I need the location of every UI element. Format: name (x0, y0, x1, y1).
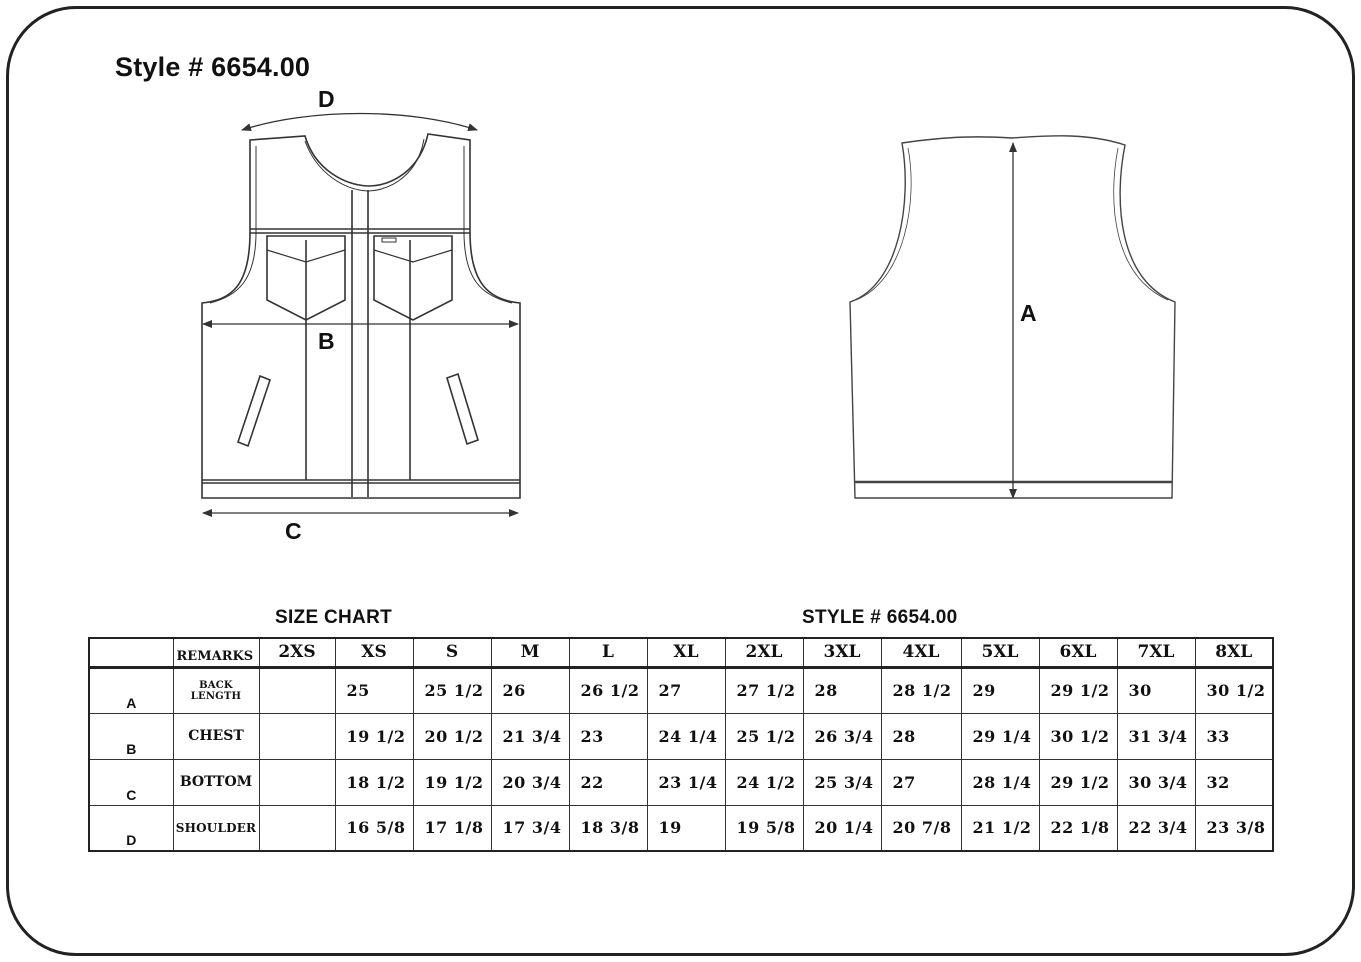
size-header: 2XS (259, 638, 335, 667)
size-header: 4XL (881, 638, 961, 667)
measurement-cell: 26 1/2 (569, 667, 647, 713)
measurement-cell: 23 3/8 (1195, 805, 1273, 851)
measurement-cell: 29 1/4 (961, 713, 1039, 759)
style-number-heading: STYLE # 6654.00 (802, 607, 958, 628)
remarks-header: REMARKS (173, 638, 259, 667)
measurement-cell: 21 1/2 (961, 805, 1039, 851)
measurement-cell: 21 3/4 (491, 713, 569, 759)
row-remark: SHOULDER (173, 805, 259, 851)
row-remark: BACK LENGTH (173, 667, 259, 713)
row-remark: BOTTOM (173, 759, 259, 805)
dimension-label-a: A (1020, 300, 1037, 326)
dimension-label-b: B (318, 328, 335, 354)
measurement-cell: 24 1/2 (725, 759, 803, 805)
measurement-cell: 19 1/2 (335, 713, 413, 759)
measurement-cell: 16 5/8 (335, 805, 413, 851)
measurement-cell: 25 1/2 (725, 713, 803, 759)
vest-back-drawing (850, 136, 1175, 498)
measurement-cell: 22 (569, 759, 647, 805)
size-chart-heading: SIZE CHART (275, 607, 392, 628)
measurement-cell: 18 1/2 (335, 759, 413, 805)
measurement-cell: 25 1/2 (413, 667, 491, 713)
measurement-cell: 31 3/4 (1117, 713, 1195, 759)
measurement-cell: 27 1/2 (725, 667, 803, 713)
measurement-cell: 23 1/4 (647, 759, 725, 805)
measurement-cell: 20 7/8 (881, 805, 961, 851)
measurement-cell: 30 1/2 (1195, 667, 1273, 713)
measurement-cell: 19 (647, 805, 725, 851)
size-header: 7XL (1117, 638, 1195, 667)
dimension-label-d: D (318, 86, 335, 112)
row-letter: A (89, 667, 173, 713)
measurement-cell: 23 (569, 713, 647, 759)
measurement-cell: 20 3/4 (491, 759, 569, 805)
measurement-cell: 30 (1117, 667, 1195, 713)
measurement-cell (259, 759, 335, 805)
row-letter: D (89, 805, 173, 851)
measurement-row-back-length (89, 667, 1273, 713)
measurement-cell (259, 805, 335, 851)
style-title: Style # 6654.00 (115, 52, 311, 82)
measurement-row-chest (89, 713, 1273, 759)
measurement-cell: 26 3/4 (803, 713, 881, 759)
measurement-cell: 30 3/4 (1117, 759, 1195, 805)
size-header: 6XL (1039, 638, 1117, 667)
measurement-cell: 30 1/2 (1039, 713, 1117, 759)
measurement-cell: 29 1/2 (1039, 759, 1117, 805)
size-header: 2XL (725, 638, 803, 667)
dimension-label-c: C (285, 518, 302, 544)
row-letter: B (89, 713, 173, 759)
measurement-cell: 20 1/4 (803, 805, 881, 851)
size-header: L (569, 638, 647, 667)
size-header: 3XL (803, 638, 881, 667)
measurement-cell: 26 (491, 667, 569, 713)
measurement-cell: 17 1/8 (413, 805, 491, 851)
measurement-cell: 29 1/2 (1039, 667, 1117, 713)
measurement-cell: 29 (961, 667, 1039, 713)
corner-cell (89, 638, 173, 667)
measurement-cell: 28 1/2 (881, 667, 961, 713)
measurement-cell: 18 3/8 (569, 805, 647, 851)
measurement-cell: 27 (647, 667, 725, 713)
size-header: XL (647, 638, 725, 667)
measurement-cell: 22 3/4 (1117, 805, 1195, 851)
measurement-cell: 28 1/4 (961, 759, 1039, 805)
measurement-cell: 27 (881, 759, 961, 805)
measurement-cell (259, 667, 335, 713)
size-header: 5XL (961, 638, 1039, 667)
measurement-cell: 19 5/8 (725, 805, 803, 851)
measurement-cell: 19 1/2 (413, 759, 491, 805)
measurement-cell: 24 1/4 (647, 713, 725, 759)
measurement-cell: 32 (1195, 759, 1273, 805)
measurement-cell (259, 713, 335, 759)
measurement-cell: 28 (881, 713, 961, 759)
row-remark: CHEST (173, 713, 259, 759)
size-header: XS (335, 638, 413, 667)
measurement-cell: 28 (803, 667, 881, 713)
measurement-cell: 25 (335, 667, 413, 713)
measurement-row-bottom (89, 759, 1273, 805)
size-chart-table (88, 637, 1274, 852)
measurement-cell: 33 (1195, 713, 1273, 759)
measurement-cell: 17 3/4 (491, 805, 569, 851)
measurement-row-shoulder (89, 805, 1273, 851)
measurement-cell: 25 3/4 (803, 759, 881, 805)
size-header: 8XL (1195, 638, 1273, 667)
size-header: M (491, 638, 569, 667)
row-letter: C (89, 759, 173, 805)
size-header-row (89, 638, 1273, 667)
size-header: S (413, 638, 491, 667)
measurement-cell: 22 1/8 (1039, 805, 1117, 851)
measurement-cell: 20 1/2 (413, 713, 491, 759)
vest-front-drawing (202, 114, 520, 514)
